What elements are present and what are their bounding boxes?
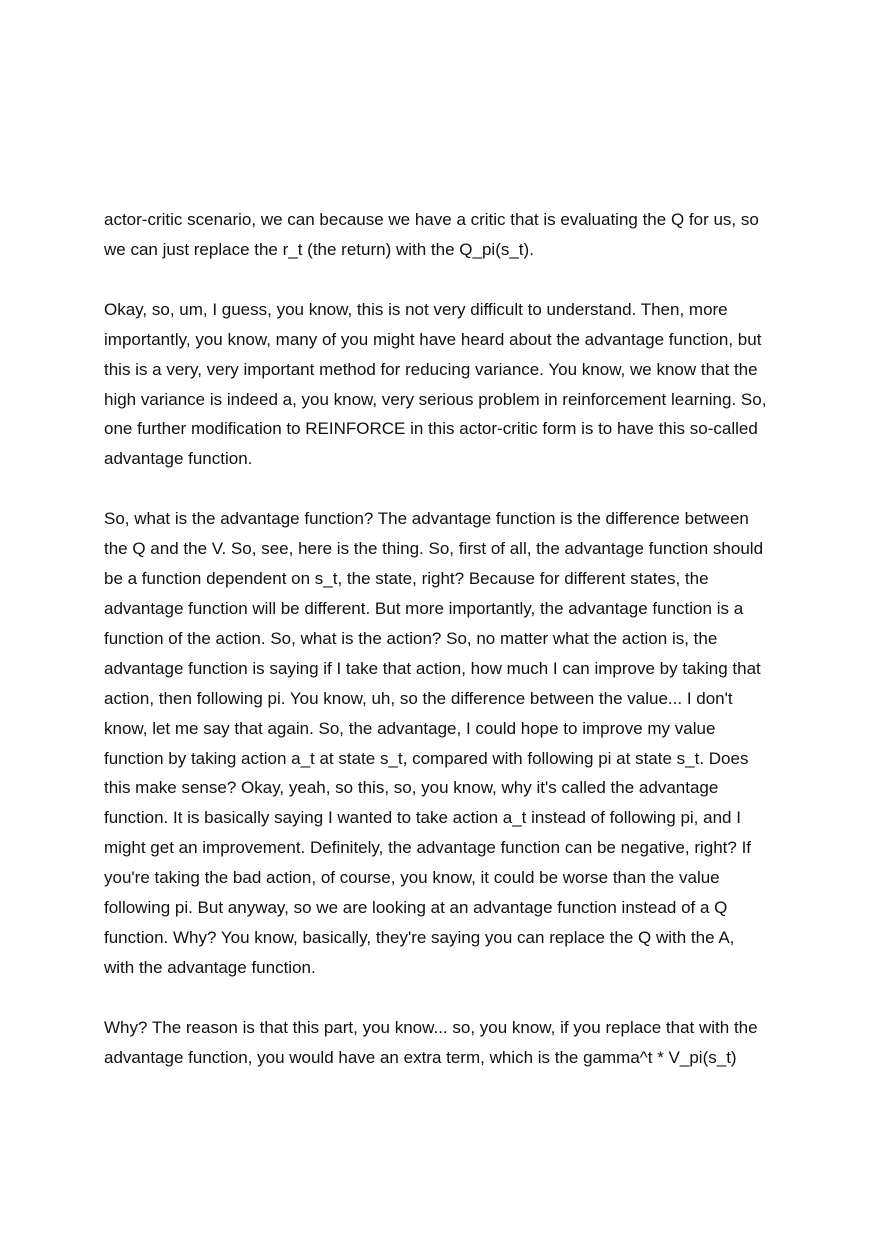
paragraph-2: Okay, so, um, I guess, you know, this is not very difficult to understand. Then, more importantly, you know, many of you might have heard about the advantage function, but this is a very, very important method for reducing variance. You know, we know that the high variance is indeed a, you know, very serious problem in reinforcement learning. So, one further modification to REINFORCE in this actor-critic form is to have this so-called advantage function. xyxy=(104,299,767,469)
paragraph-1: actor-critic scenario, we can because we have a critic that is evaluating the Q for us, so we can just replace the r_t (the return) with the Q_pi(s_t). xyxy=(104,210,759,259)
document-body xyxy=(104,205,784,1073)
paragraph-3: So, what is the advantage function? The advantage function is the difference between the Q and the V. So, see, here is the thing. So, first of all, the advantage function should be a function dependent on s_t, the state, right? Because for different states, the advantage function will be different. But more importantly, the advantage function is a function of the action. So, what is the action? So, no matter what the action is, the advantage function is saying if I take that action, how much I can improve by taking that action, then following pi. You know, uh, so the difference between the value... I don't know, let me say that again. So, the advantage, I could hope to improve my value function by taking action a_t at state s_t, compared with following pi at state s_t. Does this make sense? Okay, yeah, so this, so, you know, why it's called the advantage function. It is basically saying I wanted to take action a_t instead of following pi, and I might get an improvement. Definitely, the advantage function can be negative, right? If you're taking the bad action, of course, you know, it could be worse than the value following pi. But anyway, so we are looking at an advantage function instead of a Q function. Why? You know, basically, they're saying you can replace the Q with the A, with the advantage function. xyxy=(104,509,764,977)
paragraph-4: Why? The reason is that this part, you know... so, you know, if you replace that with the advantage function, you would have an extra term, which is the gamma^t * V_pi(s_t) xyxy=(104,1017,758,1067)
